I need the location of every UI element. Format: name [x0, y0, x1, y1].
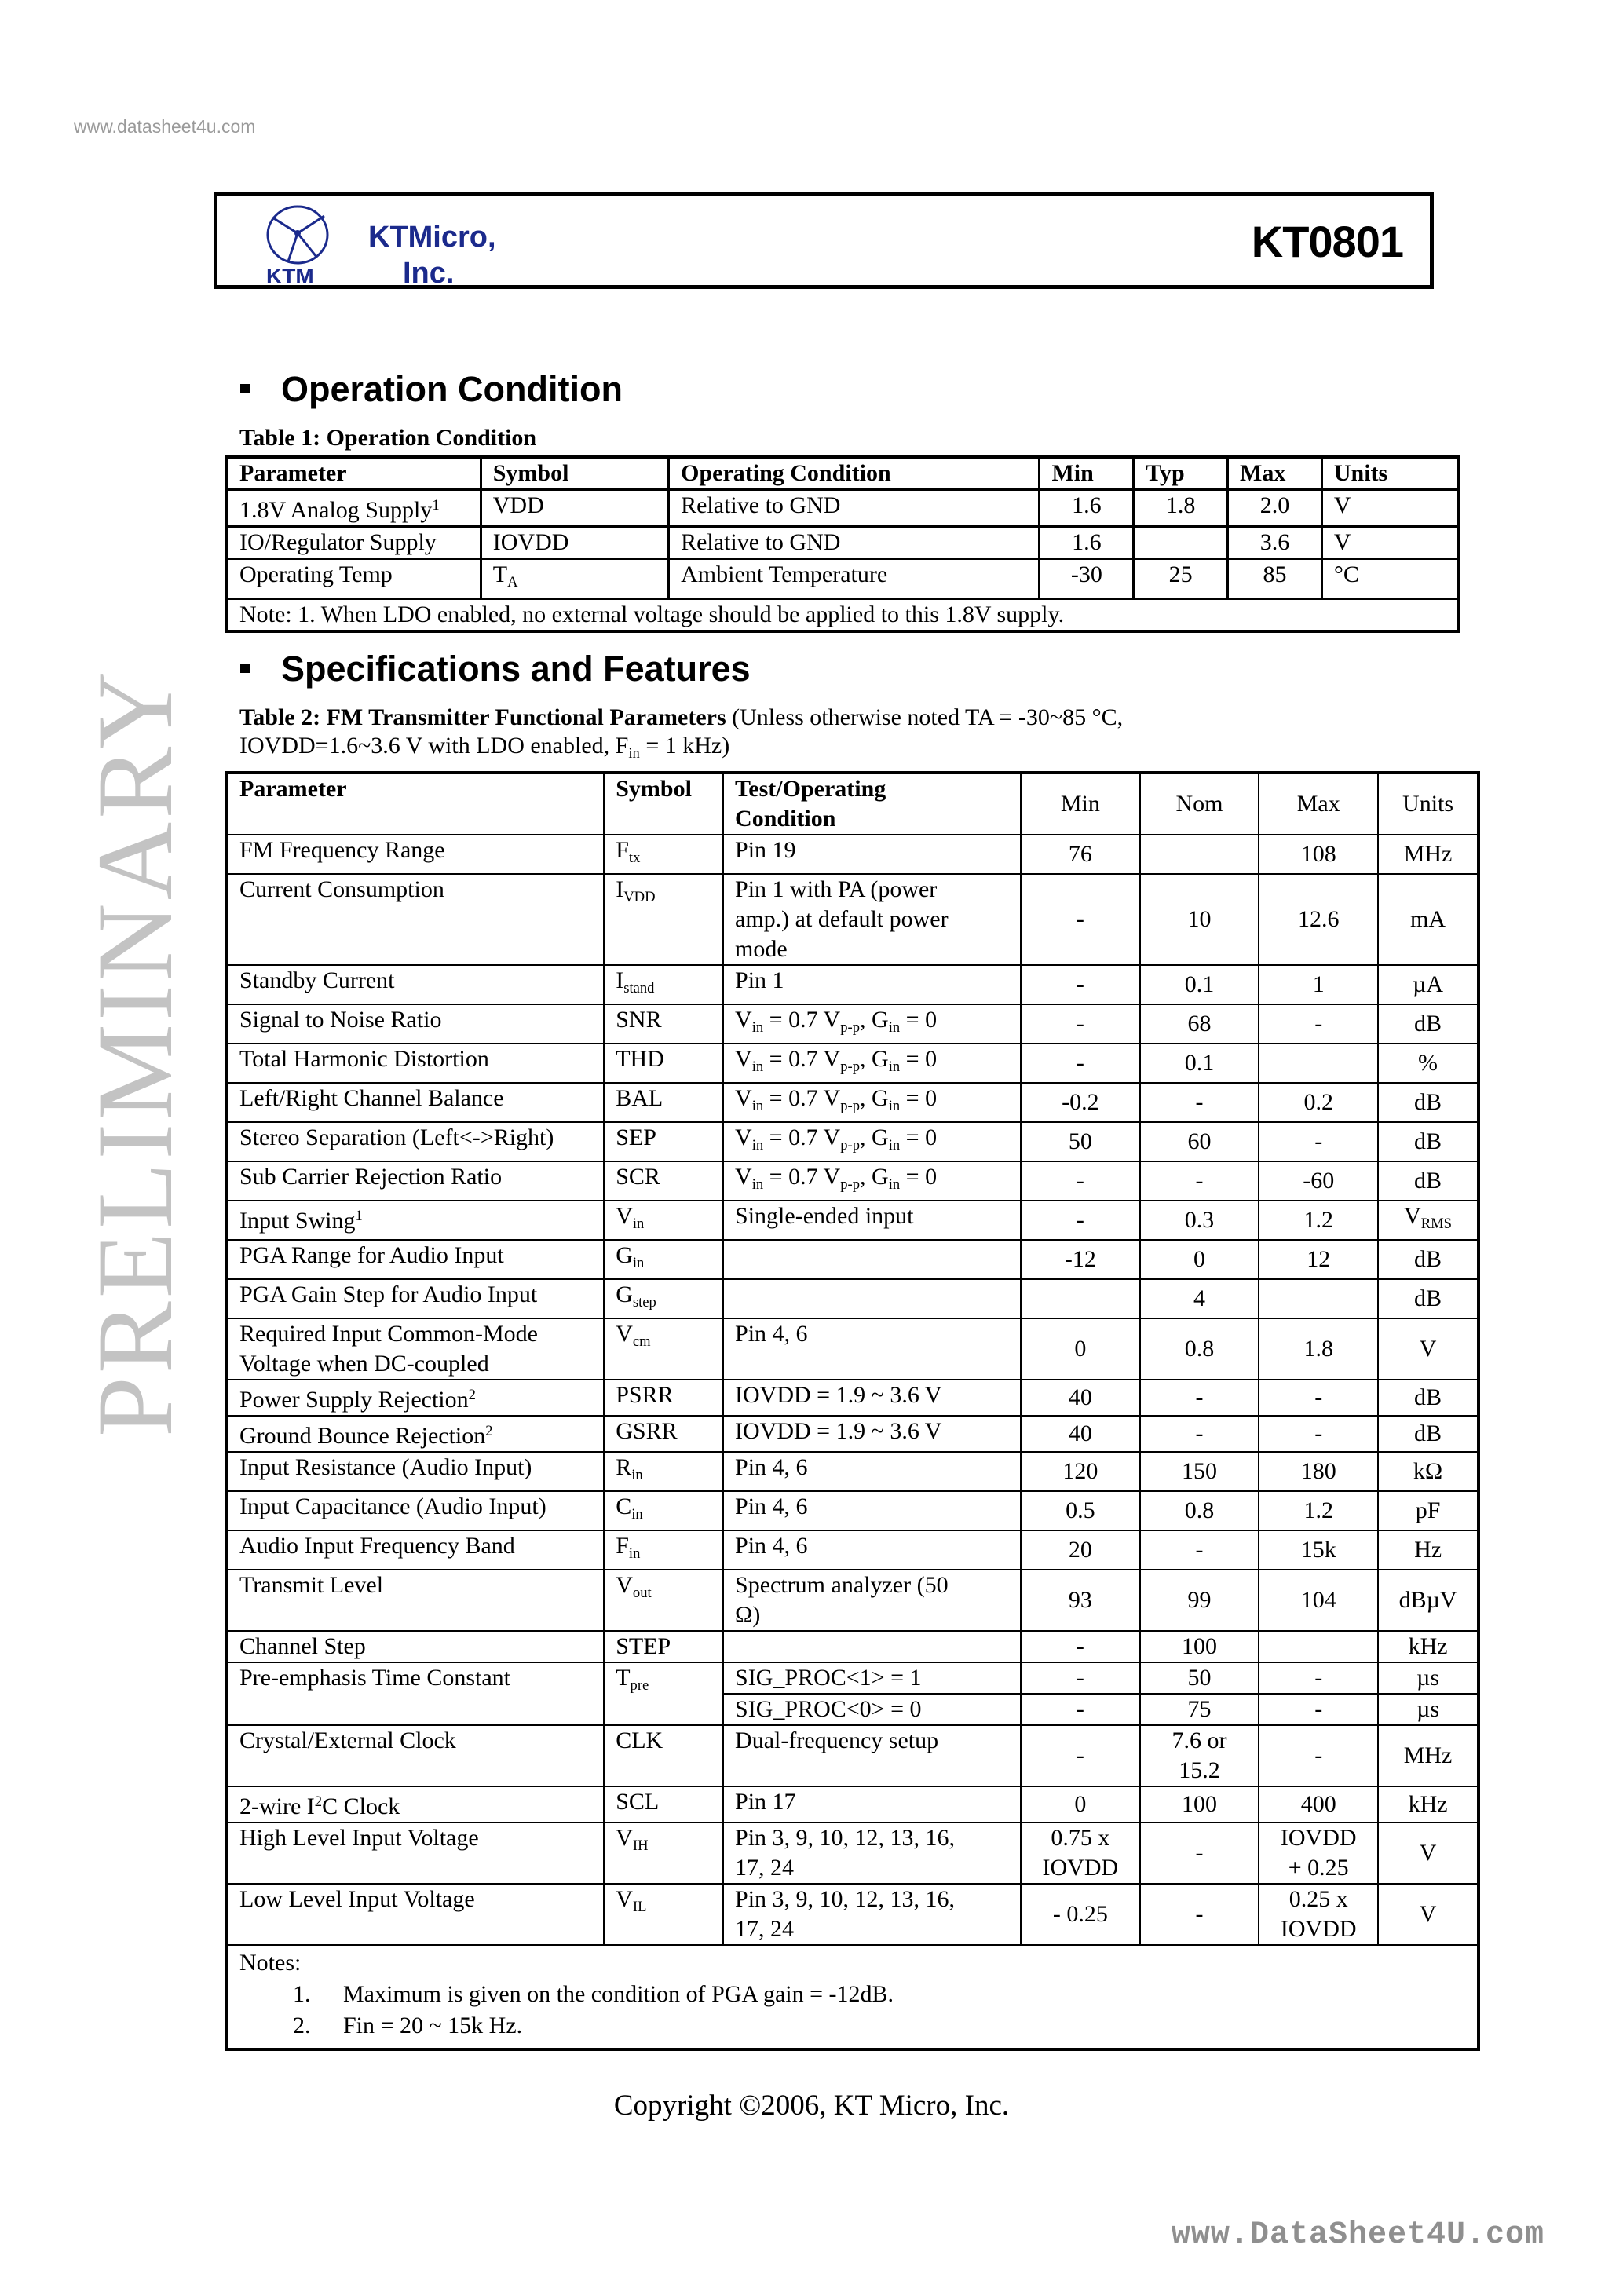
cell: µs — [1378, 1662, 1479, 1694]
cell: THD — [604, 1044, 723, 1083]
cell: 150 — [1140, 1452, 1259, 1491]
cell: 76 — [1021, 835, 1140, 874]
header-cell: Units — [1378, 773, 1479, 835]
cell: 1.2 — [1259, 1201, 1378, 1240]
cell: $V_{cm}$ — [604, 1318, 723, 1380]
cell: 0.2 — [1259, 1083, 1378, 1122]
notes-title: Notes: — [239, 1950, 302, 1976]
cell: $I_{VDD}$ — [604, 874, 723, 965]
cell: 1.6 — [1040, 490, 1134, 527]
cell: dB — [1378, 1122, 1479, 1161]
cell: - — [1021, 1725, 1140, 1786]
table-row — [227, 874, 1479, 965]
cell: IO/Regulator Supply — [227, 527, 481, 559]
cell: 12 — [1259, 1240, 1378, 1279]
table-row — [227, 1416, 1479, 1452]
cell: 10 — [1140, 874, 1259, 965]
header-cell: Symbol — [481, 457, 668, 490]
cell: 100 — [1140, 1631, 1259, 1662]
cell — [723, 1631, 1021, 1662]
cell: 25 — [1134, 559, 1228, 599]
cell: - — [1259, 1725, 1378, 1786]
cell: $V_{out}$ — [604, 1570, 723, 1631]
cell: Pin 3, 9, 10, 12, 13, 16, 17, 24 — [723, 1884, 1021, 1945]
cell: 99 — [1140, 1570, 1259, 1631]
cell: Ground Bounce Rejection$^2$ — [227, 1416, 604, 1452]
cell: Input Capacitance (Audio Input) — [227, 1491, 604, 1530]
cell — [723, 1240, 1021, 1279]
bottom-watermark: www.DataSheet4U.com — [1171, 2217, 1544, 2253]
header-cell: Parameter — [227, 457, 481, 490]
table-row — [227, 527, 1458, 559]
company-logo — [249, 202, 532, 288]
bullet-icon — [240, 664, 250, 673]
cell: SEP — [604, 1122, 723, 1161]
cell: - — [1021, 1044, 1140, 1083]
cell: SIG_PROC<0> = 0 — [723, 1694, 1021, 1725]
note-item: 2. Fin = 20 ~ 15k Hz. — [293, 2013, 523, 2038]
cell: 180 — [1259, 1452, 1378, 1491]
cell: 20 — [1021, 1530, 1140, 1570]
cell: FM Frequency Range — [227, 835, 604, 874]
cell: Power Supply Rejection$^2$ — [227, 1380, 604, 1416]
cell: SCL — [604, 1786, 723, 1823]
table-note-row — [227, 599, 1458, 632]
cell: $V_{in} = 0.7$ $V_{p-p}$, $G_{in} = 0$ — [723, 1161, 1021, 1201]
cell: 1 — [1259, 965, 1378, 1004]
cell: - — [1140, 1530, 1259, 1570]
cell: 0.1 — [1140, 965, 1259, 1004]
cell: Transmit Level — [227, 1570, 604, 1631]
cell: Standby Current — [227, 965, 604, 1004]
table-row — [227, 490, 1458, 527]
cell — [723, 1279, 1021, 1318]
header-cell: Max — [1259, 773, 1378, 835]
company-name-line2: Inc. — [403, 257, 455, 290]
cell: 108 — [1259, 835, 1378, 874]
cell: - — [1259, 1004, 1378, 1044]
table2-caption: Table 2: FM Transmitter Functional Parameters (Unless otherwise noted TA = -30~85 °C, IOVDD=1.6~3.6 V with LDO enabled, $F_{in} = 1$ kHz) — [239, 704, 1124, 762]
page-header — [214, 192, 1434, 289]
cell: Low Level Input Voltage — [227, 1884, 604, 1945]
cell: - — [1140, 1416, 1259, 1452]
cell: IOVDD = 1.9 ~ 3.6 V — [723, 1416, 1021, 1452]
cell: VDD — [481, 490, 668, 527]
cell: Relative to GND — [669, 490, 1040, 527]
header-cell: Nom — [1140, 773, 1259, 835]
table-row — [227, 1452, 1479, 1491]
cell: mA — [1378, 874, 1479, 965]
cell: 0.1 — [1140, 1044, 1259, 1083]
cell: -60 — [1259, 1161, 1378, 1201]
cell: $G_{step}$ — [604, 1279, 723, 1318]
cell: -0.2 — [1021, 1083, 1140, 1122]
bullet-icon — [240, 384, 250, 393]
cell: 1.2 — [1259, 1491, 1378, 1530]
table-row — [227, 1786, 1479, 1823]
cell: Sub Carrier Rejection Ratio — [227, 1161, 604, 1201]
cell: 0 — [1021, 1786, 1140, 1823]
cell: - — [1021, 965, 1140, 1004]
table-row — [227, 1380, 1479, 1416]
cell: - — [1259, 1122, 1378, 1161]
preliminary-watermark: PRELIMINARY — [75, 667, 195, 1437]
cell: $V_{in} = 0.7$ $V_{p-p}$, $G_{in} = 0$ — [723, 1044, 1021, 1083]
cell: 15k — [1259, 1530, 1378, 1570]
section-title-specifications — [240, 649, 751, 689]
cell: Input Resistance (Audio Input) — [227, 1452, 604, 1491]
cell: dB — [1378, 1380, 1479, 1416]
cell: 0.8 — [1140, 1318, 1259, 1380]
cell: kHz — [1378, 1631, 1479, 1662]
table-row — [227, 1725, 1479, 1786]
cell: $C_{in}$ — [604, 1491, 723, 1530]
cell: - — [1140, 1083, 1259, 1122]
cell: 60 — [1140, 1122, 1259, 1161]
cell: - — [1021, 1201, 1140, 1240]
cell — [1259, 1044, 1378, 1083]
cell: Spectrum analyzer (50 Ω) — [723, 1570, 1021, 1631]
table-row — [227, 1004, 1479, 1044]
cell: Hz — [1378, 1530, 1479, 1570]
cell: 1.8V Analog Supply$^1$ — [227, 490, 481, 527]
cell: - — [1140, 1823, 1259, 1884]
cell: - — [1140, 1380, 1259, 1416]
cell: 1.6 — [1040, 527, 1134, 559]
cell: $F_{in}$ — [604, 1530, 723, 1570]
cell: IOVDD + 0.25 — [1259, 1823, 1378, 1884]
cell: 7.6 or 15.2 — [1140, 1725, 1259, 1786]
cell: 104 — [1259, 1570, 1378, 1631]
cell: - — [1259, 1694, 1378, 1725]
header-cell: Min — [1021, 773, 1140, 835]
section-title-text: Specifications and Features — [281, 649, 751, 689]
cell: Crystal/External Clock — [227, 1725, 604, 1786]
cell: Pin 3, 9, 10, 12, 13, 16, 17, 24 — [723, 1823, 1021, 1884]
cell: 0 — [1140, 1240, 1259, 1279]
section-title-operation — [240, 369, 623, 410]
table2-notes — [227, 1945, 1479, 2049]
cell: V — [1378, 1823, 1479, 1884]
table-row — [227, 1570, 1479, 1631]
cell: - — [1259, 1416, 1378, 1452]
cell: 93 — [1021, 1570, 1140, 1631]
cell: 75 — [1140, 1694, 1259, 1725]
cell: 1.8 — [1259, 1318, 1378, 1380]
cell: Pre-emphasis Time Constant — [227, 1662, 604, 1725]
company-name — [368, 219, 496, 291]
cell: Dual-frequency setup — [723, 1725, 1021, 1786]
table-row — [227, 1240, 1479, 1279]
cell: SIG_PROC<1> = 1 — [723, 1662, 1021, 1694]
cell: $F_{tx}$ — [604, 835, 723, 874]
cell: PGA Range for Audio Input — [227, 1240, 604, 1279]
table-notes-row — [227, 1945, 1479, 2049]
cell — [1134, 527, 1228, 559]
cell: GSRR — [604, 1416, 723, 1452]
header-cell: Max — [1228, 457, 1322, 490]
cell: Single-ended input — [723, 1201, 1021, 1240]
cell: 85 — [1228, 559, 1322, 599]
cell: Relative to GND — [669, 527, 1040, 559]
section-title-text: Operation Condition — [281, 369, 623, 409]
cell: MHz — [1378, 835, 1479, 874]
logo-mark: KTM — [266, 264, 314, 288]
cell: - — [1259, 1380, 1378, 1416]
cell: 68 — [1140, 1004, 1259, 1044]
cell: Pin 4, 6 — [723, 1491, 1021, 1530]
cell: 12.6 — [1259, 874, 1378, 965]
cell: 0.5 — [1021, 1491, 1140, 1530]
cell: $V_{in} = 0.7$ $V_{p-p}$, $G_{in} = 0$ — [723, 1122, 1021, 1161]
cell: -12 — [1021, 1240, 1140, 1279]
table-header-row — [227, 773, 1479, 835]
cell: Pin 19 — [723, 835, 1021, 874]
cell: $V_{IL}$ — [604, 1884, 723, 1945]
cell — [1259, 1279, 1378, 1318]
cell: - — [1021, 1004, 1140, 1044]
cell: - — [1021, 1631, 1140, 1662]
cell: IOVDD — [481, 527, 668, 559]
table-row — [227, 1662, 1479, 1694]
cell: 100 — [1140, 1786, 1259, 1823]
cell: PGA Gain Step for Audio Input — [227, 1279, 604, 1318]
cell: Required Input Common-Mode Voltage when DC-coupled — [227, 1318, 604, 1380]
cell: dB — [1378, 1004, 1479, 1044]
header-cell: Units — [1321, 457, 1458, 490]
cell: BAL — [604, 1083, 723, 1122]
cell: 2.0 — [1228, 490, 1322, 527]
cell: 2-wire $I^2C$ Clock — [227, 1786, 604, 1823]
cell: - — [1021, 1694, 1140, 1725]
cell: - — [1021, 874, 1140, 965]
cell: 0.3 — [1140, 1201, 1259, 1240]
cell: $V_{in} = 0.7$ $V_{p-p}$, $G_{in} = 0$ — [723, 1004, 1021, 1044]
table-row — [227, 1318, 1479, 1380]
cell: Signal to Noise Ratio — [227, 1004, 604, 1044]
cell: dB — [1378, 1161, 1479, 1201]
table-row — [227, 835, 1479, 874]
cell: Input Swing$^1$ — [227, 1201, 604, 1240]
cell: 3.6 — [1228, 527, 1322, 559]
cell: 400 — [1259, 1786, 1378, 1823]
cell: µA — [1378, 965, 1479, 1004]
table-row — [227, 1884, 1479, 1945]
cell: Left/Right Channel Balance — [227, 1083, 604, 1122]
company-name-line1: KTMicro, — [368, 221, 496, 254]
cell: 40 — [1021, 1416, 1140, 1452]
table-row — [227, 1530, 1479, 1570]
table-row — [227, 1491, 1479, 1530]
header-cell: Typ — [1134, 457, 1228, 490]
cell: IOVDD = 1.9 ~ 3.6 V — [723, 1380, 1021, 1416]
cell: Pin 4, 6 — [723, 1452, 1021, 1491]
cell: dBµV — [1378, 1570, 1479, 1631]
cell: High Level Input Voltage — [227, 1823, 604, 1884]
table-row — [227, 1631, 1479, 1662]
cell: kΩ — [1378, 1452, 1479, 1491]
cell — [1140, 835, 1259, 874]
cell: -30 — [1040, 559, 1134, 599]
cell: CLK — [604, 1725, 723, 1786]
cell: Total Harmonic Distortion — [227, 1044, 604, 1083]
table-row — [227, 1823, 1479, 1884]
cell: $V_{in} = 0.7$ $V_{p-p}$, $G_{in} = 0$ — [723, 1083, 1021, 1122]
header-cell: Parameter — [227, 773, 604, 835]
table-header-row — [227, 457, 1458, 490]
cell: $V_{IH}$ — [604, 1823, 723, 1884]
cell: - — [1140, 1161, 1259, 1201]
cell: Stereo Separation (Left<->Right) — [227, 1122, 604, 1161]
table-row — [227, 1279, 1479, 1318]
cell: dB — [1378, 1083, 1479, 1122]
ktm-logo-icon — [249, 202, 367, 288]
cell: 40 — [1021, 1380, 1140, 1416]
cell: MHz — [1378, 1725, 1479, 1786]
cell: 50 — [1021, 1122, 1140, 1161]
cell: - 0.25 — [1021, 1884, 1140, 1945]
cell: Pin 4, 6 — [723, 1318, 1021, 1380]
table-row — [227, 559, 1458, 599]
operation-condition-table — [225, 455, 1460, 633]
header-cell: Test/Operating Condition — [723, 773, 1021, 835]
cell: kHz — [1378, 1786, 1479, 1823]
cell: 1.8 — [1134, 490, 1228, 527]
cell: Pin 4, 6 — [723, 1530, 1021, 1570]
cell: STEP — [604, 1631, 723, 1662]
cell: - — [1259, 1662, 1378, 1694]
cell: Pin 1 — [723, 965, 1021, 1004]
cell: dB — [1378, 1279, 1479, 1318]
table-row — [227, 1083, 1479, 1122]
table-row — [227, 1201, 1479, 1240]
copyright: Copyright ©2006, KT Micro, Inc. — [613, 2089, 1010, 2122]
cell: 0.25 x IOVDD — [1259, 1884, 1378, 1945]
top-watermark: www.datasheet4u.com — [74, 116, 256, 137]
cell: pF — [1378, 1491, 1479, 1530]
cell: Operating Temp — [227, 559, 481, 599]
cell: 0.75 x IOVDD — [1021, 1823, 1140, 1884]
cell: $V_{RMS}$ — [1378, 1201, 1479, 1240]
fm-transmitter-table — [225, 771, 1480, 2051]
cell: % — [1378, 1044, 1479, 1083]
cell: dB — [1378, 1240, 1479, 1279]
cell: $G_{in}$ — [604, 1240, 723, 1279]
cell: Pin 17 — [723, 1786, 1021, 1823]
cell: - — [1021, 1161, 1140, 1201]
table1-caption: Table 1: Operation Condition — [239, 425, 537, 451]
cell: 4 — [1140, 1279, 1259, 1318]
part-number: KT0801 — [1251, 217, 1403, 266]
cell: $T_A$ — [481, 559, 668, 599]
cell: Current Consumption — [227, 874, 604, 965]
cell: 50 — [1140, 1662, 1259, 1694]
cell: Pin 1 with PA (power amp.) at default power mode — [723, 874, 1021, 965]
cell: Channel Step — [227, 1631, 604, 1662]
cell: °C — [1321, 559, 1458, 599]
cell: PSRR — [604, 1380, 723, 1416]
note-item: 1. Maximum is given on the condition of PGA gain = -12dB. — [293, 1981, 894, 2007]
table1-note: Note: 1. When LDO enabled, no external voltage should be applied to this 1.8V supply. — [227, 599, 1458, 632]
cell: Ambient Temperature — [669, 559, 1040, 599]
cell: V — [1321, 490, 1458, 527]
cell: V — [1321, 527, 1458, 559]
cell: - — [1140, 1884, 1259, 1945]
table-row — [227, 1044, 1479, 1083]
cell: Audio Input Frequency Band — [227, 1530, 604, 1570]
cell: V — [1378, 1318, 1479, 1380]
cell: $T_{pre}$ — [604, 1662, 723, 1725]
cell: V — [1378, 1884, 1479, 1945]
cell: SNR — [604, 1004, 723, 1044]
header-cell: Min — [1040, 457, 1134, 490]
table-row — [227, 1122, 1479, 1161]
cell: $V_{in}$ — [604, 1201, 723, 1240]
cell: SCR — [604, 1161, 723, 1201]
cell: $I_{stand}$ — [604, 965, 723, 1004]
header-cell: Symbol — [604, 773, 723, 835]
cell: µs — [1378, 1694, 1479, 1725]
cell: - — [1021, 1662, 1140, 1694]
table-row — [227, 965, 1479, 1004]
cell — [1259, 1631, 1378, 1662]
header-cell: Operating Condition — [669, 457, 1040, 490]
cell — [1021, 1279, 1140, 1318]
cell: 0 — [1021, 1318, 1140, 1380]
table-row — [227, 1161, 1479, 1201]
cell: 120 — [1021, 1452, 1140, 1491]
cell: $R_{in}$ — [604, 1452, 723, 1491]
cell: dB — [1378, 1416, 1479, 1452]
cell: 0.8 — [1140, 1491, 1259, 1530]
